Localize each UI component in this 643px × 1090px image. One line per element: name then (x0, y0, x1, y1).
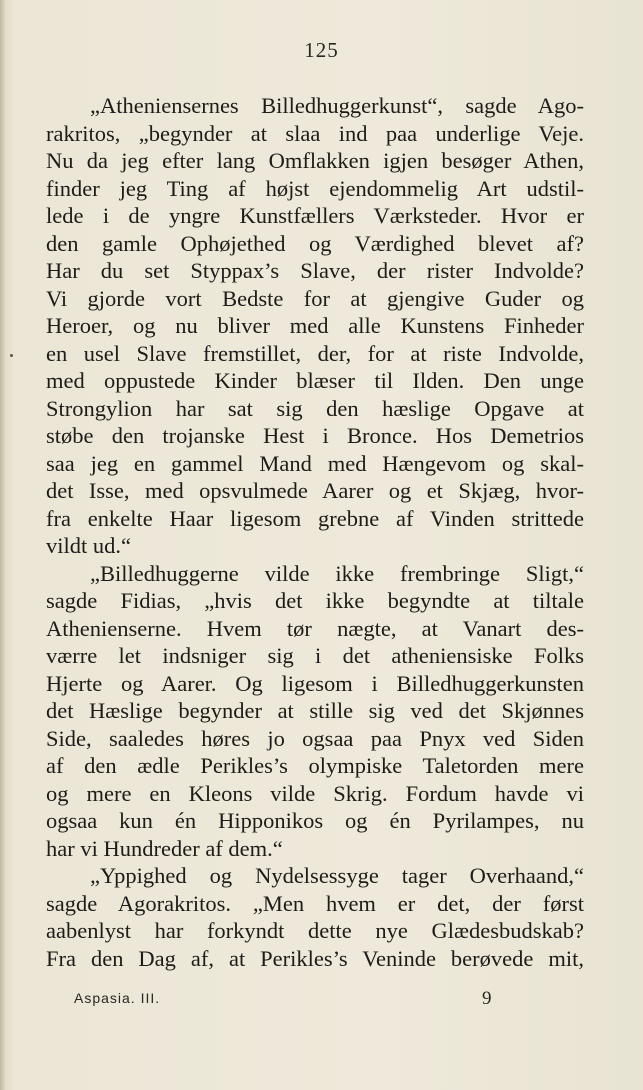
text-line: sagde Fidias, „hvis det ikke begyndte at tiltale (46, 588, 584, 613)
text-line: „Billedhuggerne vilde ikke frembringe Sligt,“ (90, 560, 584, 586)
text-line: saa jeg en gammel Mand med Hængevom og skal- (46, 450, 584, 476)
text-line: „Atheniensernes Billedhuggerkunst“, sagde Ago- (90, 93, 584, 118)
text-line: Har du set Styppax’s Slave, der rister Indvolde? (46, 258, 584, 283)
text-line: ogsaa kun én Hipponikos og én Pyrilampes, nu (46, 808, 584, 833)
text-line: Nu da jeg efter lang Omflakken igjen besøger Athen, (46, 148, 584, 173)
signature-mark: Aspasia. III. (74, 990, 161, 1006)
text-line: fra enkelte Haar ligesom grebne af Vinden strittede (46, 505, 584, 531)
text-line: „Yppighed og Nydelsessyge tager Overhaand,“ (90, 863, 584, 888)
text-line: det Isse, med opsvulmede Aarer og et Skjæg, hvor- (46, 478, 584, 503)
text-line: lede i de yngre Kunstfællers Værksteder. Hvor er (46, 203, 584, 228)
text-line: med oppustede Kinder blæser til Ilden. Den unge (46, 368, 584, 393)
text-line: har vi Hundreder af dem.“ (46, 835, 283, 861)
text-line: en usel Slave fremstillet, der, for at riste Indvolde, (46, 340, 584, 366)
text-line: af den ædle Perikles’s olympiske Taletorden mere (46, 753, 584, 778)
text-line: værre let indsniger sig i det atheniensiske Folks (46, 643, 584, 668)
text-line: aabenlyst har forkyndt dette nye Glædesbudskab? (46, 918, 584, 943)
body-text (46, 92, 584, 972)
text-line: Side, saaledes høres jo ogsaa paa Pnyx ved Siden (46, 725, 584, 751)
text-line: støbe den trojanske Hest i Bronce. Hos Demetrios (46, 423, 584, 448)
text-line: Fra den Dag af, at Perikles’s Veninde berøvede mit, (46, 945, 584, 971)
text-line: Vi gjorde vort Bedste for at gjengive Guder og (46, 285, 584, 311)
text-line: Strongylion har sat sig den hæslige Opgave at (46, 395, 584, 421)
page-footer (74, 986, 494, 1016)
text-line: og mere en Kleons vilde Skrig. Fordum havde vi (46, 780, 584, 806)
text-line: finder jeg Ting af højst ejendommelig Art udstil- (46, 175, 584, 201)
text-line: rakritos, „begynder at slaa ind paa underlige Veje. (46, 120, 584, 146)
text-line: Hjerte og Aarer. Og ligesom i Billedhuggerkunsten (46, 670, 584, 696)
sheet-number: 9 (482, 988, 492, 1009)
text-line: Athenienserne. Hvem tør nægte, at Vanart des- (46, 615, 584, 641)
text-line: den gamle Ophøjethed og Værdighed blevet af? (46, 230, 584, 256)
text-line: sagde Agorakritos. „Men hvem er det, der først (46, 890, 584, 916)
text-line: vildt ud.“ (46, 533, 131, 558)
page-number: 125 (304, 38, 339, 62)
text-line: det Hæslige begynder at stille sig ved det Skjønnes (46, 698, 584, 723)
page-edge-shadow (0, 0, 6, 1090)
text-line: Heroer, og nu bliver med alle Kunstens Finheder (46, 313, 584, 338)
margin-speck (10, 354, 13, 357)
